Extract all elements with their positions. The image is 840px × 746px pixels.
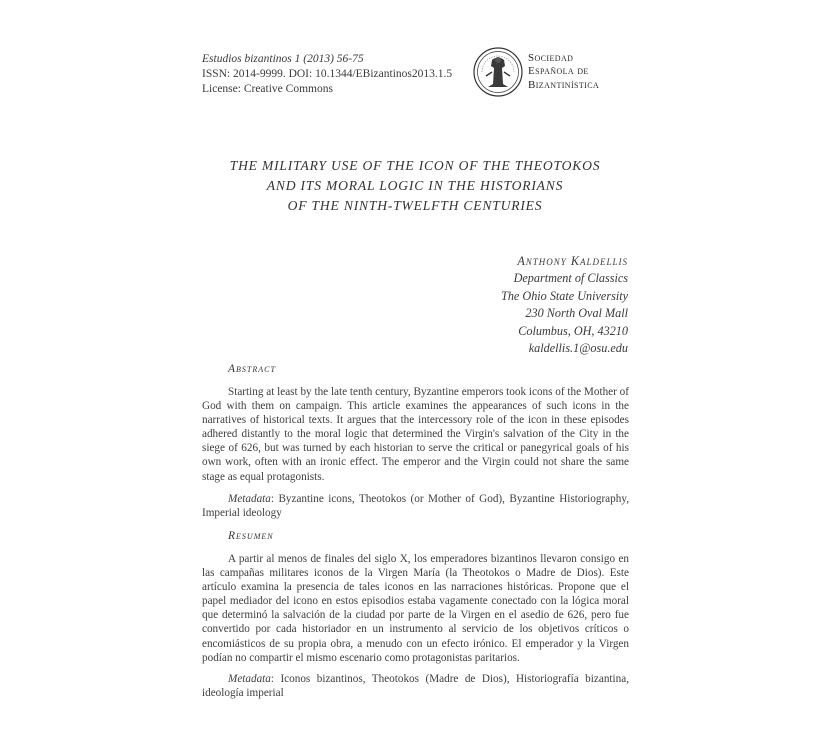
license: License: Creative Commons [202,83,333,95]
author-email[interactable]: kaldellis.1@osu.edu [528,341,628,356]
resumen-metadata: Metadata: Iconos bizantinos, Theotokos (Madre de Dios), Historiografía bizantina, ideología imperial [202,673,629,700]
issn-doi: ISSN: 2014-9999. DOI: 10.1344/EBizantinos2013.1.5 [202,68,453,80]
author-university: The Ohio State University [501,288,628,303]
resumen-text: A partir al menos de finales del siglo X, los emperadores bizantinos llevaron consigo en las campañas militares iconos de la Virgen María (la Theotokos o Madre de Dios). Este artículo examina la presencia de tales iconos en las narraciones históricas. Propone que el papel mediador del icono en estos episodios estaba vagamente conectado con la lógica moral que determinó la salvación de la ciudad por parte de la Virgen en el asedio de 626, pero fue convertido por cada historiador en un instrumento al servicio de los objetivos críticos o encomiásticos de su propia obra, a menudo con un efecto irónico. El emperador y la Virgen podían no compartir el mismo escenario como protagonistas paritarios. [202,553,629,664]
journal-header [202,52,452,97]
abstract-text: Starting at least by the late tenth century, Byzantine emperors took icons of the Mother of God with them on campaign. This article examines the appearances of such icons in the narratives of historical texts. It argues that the intercessory role of the icon in these episodes adhered distantly to the moral logic that determined the Virgin's salvation of the City in the siege of 626, but was turned by each historian to serve the critical or panegyrical goals of his own work, often with an ironic effect. The emperor and the Virgin could not share the same stage as equal protagonists. [202,386,629,483]
society-logo [472,46,628,98]
resumen-heading: Resumen [228,530,274,542]
article-title: THE MILITARY USE OF THE ICON OF THE THEOTOKOS AND ITS MORAL LOGIC IN THE HISTORIANS OF THE NINTH-TWELFTH CENTURIES [229,158,601,213]
author-affiliation [501,253,628,357]
seal-icon [472,46,524,98]
logo-wordmark: Sociedad Española de Bizantinística [528,51,600,91]
author-street: 230 North Oval Mall [525,306,628,321]
author-department: Department of Classics [513,271,628,286]
abstract-heading: Abstract [228,363,276,375]
journal-citation: Estudios bizantinos 1 (2013) 56-75 [202,53,364,65]
author-city: Columbus, OH, 43210 [518,323,628,338]
abstract-metadata: Metadata: Byzantine icons, Theotokos (or Mother of God), Byzantine Historiography, Imperial ideology [202,493,629,520]
author-name: Anthony Kaldellis [517,254,628,268]
